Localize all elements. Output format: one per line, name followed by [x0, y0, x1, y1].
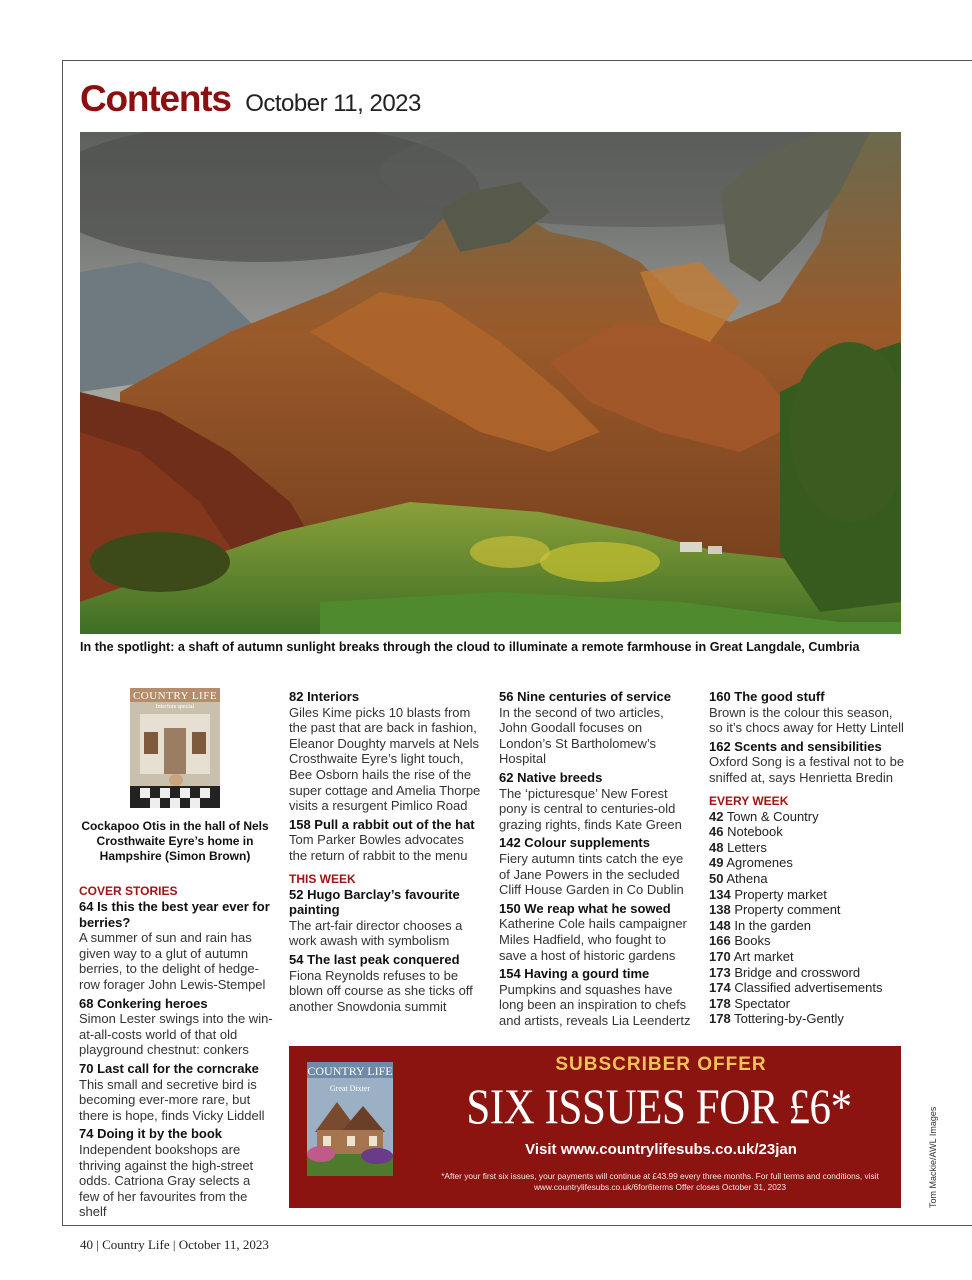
page-header — [80, 78, 421, 124]
entry-title: 70 Last call for the corncrake — [79, 1060, 259, 1076]
every-week-item[interactable] — [709, 871, 905, 887]
page-number: 178 — [709, 1011, 731, 1027]
contents-entry[interactable] — [289, 887, 484, 949]
entry-title: 64 Is this the best year ever for berries? — [79, 899, 270, 930]
every-week-item[interactable] — [709, 949, 905, 965]
page-number: 148 — [709, 917, 731, 933]
offer-cover-masthead: COUNTRY LIFE — [307, 1064, 393, 1078]
entry-title: 56 Nine centuries of service — [499, 689, 671, 704]
subscriber-offer-banner[interactable] — [289, 1046, 901, 1208]
contents-entry[interactable] — [709, 739, 905, 786]
contents-entry[interactable] — [79, 1061, 274, 1123]
entry-title: 82 Interiors — [289, 689, 360, 704]
offer-terms: *After your first six issues, your payments will continue at £43.99 every three months. For full terms and conditions, visit www.countrylifesubs.co.uk/6for6terms Offer closes October 31, 2023 — [441, 1171, 879, 1192]
entry-description: Tom Parker Bowles advocates the return of rabbit to the menu — [289, 832, 468, 863]
item-label: In the garden — [734, 917, 811, 933]
item-label: Athena — [726, 870, 768, 886]
landscape-illustration — [80, 132, 901, 634]
contents-entry[interactable] — [289, 952, 484, 1014]
page-number: 170 — [709, 948, 731, 964]
contents-entry[interactable] — [499, 689, 695, 767]
page-folio: 40 | Country Life | October 11, 2023 — [80, 1237, 269, 1252]
page-number: 134 — [709, 886, 731, 902]
item-label: Property comment — [734, 902, 841, 918]
page-number: 174 — [709, 980, 731, 996]
contents-entry[interactable] — [79, 899, 274, 993]
column-features — [289, 689, 484, 1017]
contents-entry[interactable] — [499, 901, 695, 963]
entry-description: Brown is the colour this season, so it’s chocs away for Hetty Lintell — [709, 704, 904, 736]
item-label: Town & Country — [726, 808, 819, 824]
every-week-item[interactable] — [709, 918, 905, 934]
contents-entry[interactable] — [499, 770, 695, 832]
entry-title: 154 Having a gourd time — [499, 966, 650, 982]
offer-price: SIX ISSUES FOR £6* — [466, 1078, 852, 1134]
contents-entry[interactable] — [79, 1126, 274, 1220]
cover-caption: Cockapoo Otis in the hall of Nels Crosthwaite Eyre’s home in Hampshire (Simon Brown) — [81, 819, 269, 863]
photo-credit-text: Tom Mackie/AWL Images — [928, 1106, 938, 1208]
item-label: Tottering-by-Gently — [734, 1011, 844, 1027]
entry-description: Independent bookshops are thriving against the high-street odds. Catriona Gray selects a few of her favourites from the shelf — [79, 1141, 254, 1220]
entry-title: 142 Colour supplements — [499, 835, 650, 851]
entry-title: 160 The good stuff — [709, 689, 825, 704]
every-week-item[interactable] — [709, 996, 905, 1012]
entry-title: 54 The last peak conquered — [289, 951, 460, 967]
every-week-item[interactable] — [709, 840, 905, 856]
every-week-item[interactable] — [709, 902, 905, 918]
page-number: 50 — [709, 870, 724, 886]
entry-description: Pumpkins and squashes have long been an inspiration to chefs and artists, reveals Lia Leendertz — [499, 981, 691, 1028]
every-week-item[interactable] — [709, 824, 905, 840]
entry-description: A summer of sun and rain has given way to a glut of autumn berries, to the delight of hedge-row forager John Lewis-Stempel — [79, 930, 266, 992]
entry-description: This small and secretive bird is becoming ever-more rare, but there is hope, finds Vicky Liddell — [79, 1076, 265, 1123]
item-label: Property market — [734, 886, 827, 902]
hero-caption: In the spotlight: a shaft of autumn sunlight breaks through the cloud to illuminate a remote farmhouse in Great Langdale, Cumbria — [80, 640, 860, 654]
entry-title: 52 Hugo Barclay’s favourite painting — [289, 886, 460, 918]
entry-description: Fiery autumn tints catch the eye of Jane Powers in the secluded Cliff House Garden in Co Dublin — [499, 850, 684, 898]
contents-entry[interactable] — [499, 966, 695, 1028]
page-title: Contents — [80, 78, 231, 119]
page-number: 138 — [709, 902, 731, 918]
page-number: 173 — [709, 964, 731, 980]
offer-headline: SUBSCRIBER OFFER — [555, 1054, 767, 1075]
entry-title: 158 Pull a rabbit out of the hat — [289, 816, 475, 832]
offer-cover-title: Great Dixter — [329, 1084, 371, 1093]
entry-title: 68 Conkering heroes — [79, 995, 208, 1011]
column-cover-stories — [79, 884, 274, 1223]
entry-title: 74 Doing it by the book — [79, 1126, 223, 1142]
entry-description: The ‘picturesque’ New Forest pony is central to centuries-old grazing rights, finds Kate Green — [499, 785, 682, 832]
page-number: 46 — [709, 824, 724, 840]
contents-entry[interactable] — [289, 689, 484, 814]
contents-entry[interactable] — [289, 817, 484, 864]
page-number: 178 — [709, 995, 731, 1011]
entry-title: 162 Scents and sensibilities — [709, 738, 882, 754]
every-week-item[interactable] — [709, 887, 905, 903]
entry-title: 150 We reap what he sowed — [499, 900, 671, 916]
cover-masthead: COUNTRY LIFE — [132, 690, 218, 702]
page-number: 48 — [709, 839, 724, 855]
every-week-item[interactable] — [709, 965, 905, 981]
page-number: 42 — [709, 808, 724, 824]
entry-description: In the second of two articles, John Goodall focuses on London’s St Bartholomew’s Hospital — [499, 704, 664, 767]
offer-cover-image — [307, 1062, 393, 1176]
section-label-every-week: EVERY WEEK — [709, 793, 789, 808]
contents-entry[interactable] — [499, 835, 695, 897]
entry-description: Oxford Song is a festival not to be sniffed at, says Henrietta Bredin — [709, 754, 905, 785]
contents-entry[interactable] — [709, 689, 905, 736]
item-label: Agromenes — [726, 855, 793, 871]
photo-credit — [928, 1090, 942, 1210]
item-label: Classified advertisements — [734, 980, 883, 996]
item-label: Books — [734, 933, 771, 949]
issue-date: October 11, 2023 — [245, 90, 421, 117]
section-label-cover-stories: COVER STORIES — [79, 884, 178, 898]
contents-entry[interactable] — [79, 996, 274, 1058]
cover-thumbnail — [130, 688, 220, 808]
entry-description: The art-fair director chooses a work awash with symbolism — [289, 917, 463, 949]
item-label: Bridge and crossword — [734, 964, 861, 980]
every-week-item[interactable] — [709, 980, 905, 996]
every-week-item[interactable] — [709, 855, 905, 871]
cover-subtitle: Interiors special — [155, 704, 195, 710]
entry-description: Giles Kime picks 10 blasts from the past that are back in fashion, Eleanor Doughty marvels at Nels Crosthwaite Eyre’s light touch, Bee Osborn hails the rise of the super cottage and Amelia Thorpe visits a resurgent Pimlico Road — [289, 704, 481, 814]
column-living-every-week — [709, 689, 905, 1027]
offer-cover-thumbnail — [307, 1062, 393, 1176]
every-week-item[interactable] — [709, 1011, 905, 1027]
item-label: Notebook — [727, 824, 783, 840]
item-label: Spectator — [734, 995, 790, 1011]
every-week-item[interactable] — [709, 933, 905, 949]
section-label-this-week: THIS WEEK — [289, 871, 356, 886]
every-week-item[interactable] — [709, 809, 905, 825]
entry-description: Fiona Reynolds refuses to be blown off course as she ticks off another Snowdonia summit — [289, 967, 473, 1014]
offer-url-link[interactable]: Visit www.countrylifesubs.co.uk/23jan — [525, 1141, 797, 1158]
page-number: 166 — [709, 933, 731, 949]
entry-description: Katherine Cole hails campaigner Miles Hadfield, who fought to save a host of historic gardens — [499, 916, 687, 963]
column-architecture-gardens — [499, 689, 695, 1031]
entry-description: Simon Lester swings into the win-at-all-costs world of that old playground chestnut: conkers — [79, 1011, 273, 1058]
item-label: Art market — [733, 948, 794, 964]
page-number: 49 — [709, 855, 724, 871]
item-label: Letters — [727, 839, 767, 855]
hero-photo — [80, 132, 901, 634]
entry-title: 62 Native breeds — [499, 769, 603, 785]
